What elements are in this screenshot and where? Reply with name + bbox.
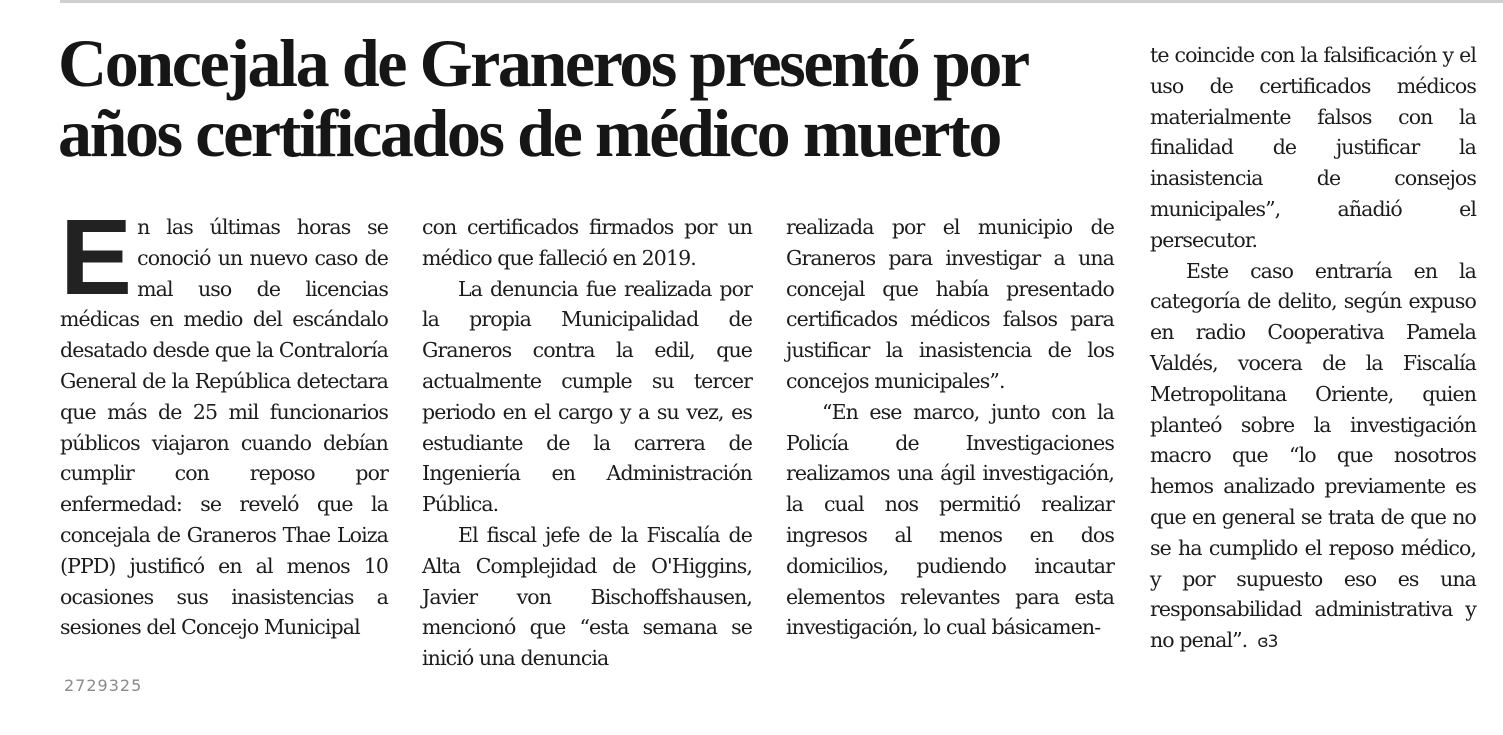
headline-line-2: años certificados de médico muerto [58,95,1000,171]
headline [58,25,1128,171]
paragraph-2: La denuncia fue realizada por la propia Municipalidad de Graneros contra la edil, que actualmente cumple su tercer periodo en el cargo y a su vez, es estudiante de la carrera de Ingeniería en Administración Pública. [422,276,752,517]
paragraph-4-continued: te coincide con la falsificación y el uso de certificados médicos materialmente falsos con la finalidad de justificar la inasistencia de consejos municipales”, añadió el persecutor. [1150,43,1476,252]
top-rule [60,0,1503,3]
headline-line-1: Concejala de Graneros presentó por [58,25,1028,101]
paragraph-1-continued: con certificados firmados por un médico que falleció en 2019. [422,215,752,270]
paragraph-5-text: Este caso entraría en la categoría de delito, según expuso en radio Cooperativa Pamela Valdés, vocera de la Fiscalía Metropolitana Oriente, quien planteó sobre la investigación macro que “lo que nosotros hemos analizado previamente es que en general se trata de que no se ha cumplido el reposo médico, y por supuesto eso es una responsabilidad administrativa y no penal”. [1150,258,1476,653]
paragraph-5 [1150,256,1476,658]
paragraph-3: El fiscal jefe de la Fiscalía de Alta Complejidad de O'Higgins, Javier von Bischoffshausen, mencionó que “esta semana se inició una denuncia [422,522,752,671]
paragraph-3-continued: realizada por el municipio de Graneros para investigar a una concejal que había presentado certificados médicos falsos para justificar la inasistencia de los concejos municipales”. [786,215,1114,393]
paragraph-4: “En ese marco, junto con la Policía de Investigaciones realizamos una ágil investigación, la cual nos permitió realizar ingresos al menos en dos domicilios, pudiendo incautar elementos relevantes para esta investigación, lo cual básicamen- [786,399,1114,640]
clipping-id: 2729325 [64,676,143,695]
paragraph-1: n las últimas horas se conoció un nuevo caso de mal uso de licencias médicas en medio del escándalo desatado desde que la Contraloría General de la República detectara que más de 25 mil funcionarios públicos viajaron cuando debían cumplir con reposo por enfermedad: se reveló que la concejala de Graneros Thae Loiza (PPD) justificó en al menos 10 ocasiones sus inasistencias a sesiones del Concejo Municipal [60,215,388,640]
article-column-2 [422,212,752,674]
article-column-3 [786,212,1114,643]
drop-cap: E [60,196,132,317]
article-column-4 [1150,40,1476,658]
end-of-article-mark: ɞ3 [1257,632,1278,653]
article-column-1 [60,196,388,643]
